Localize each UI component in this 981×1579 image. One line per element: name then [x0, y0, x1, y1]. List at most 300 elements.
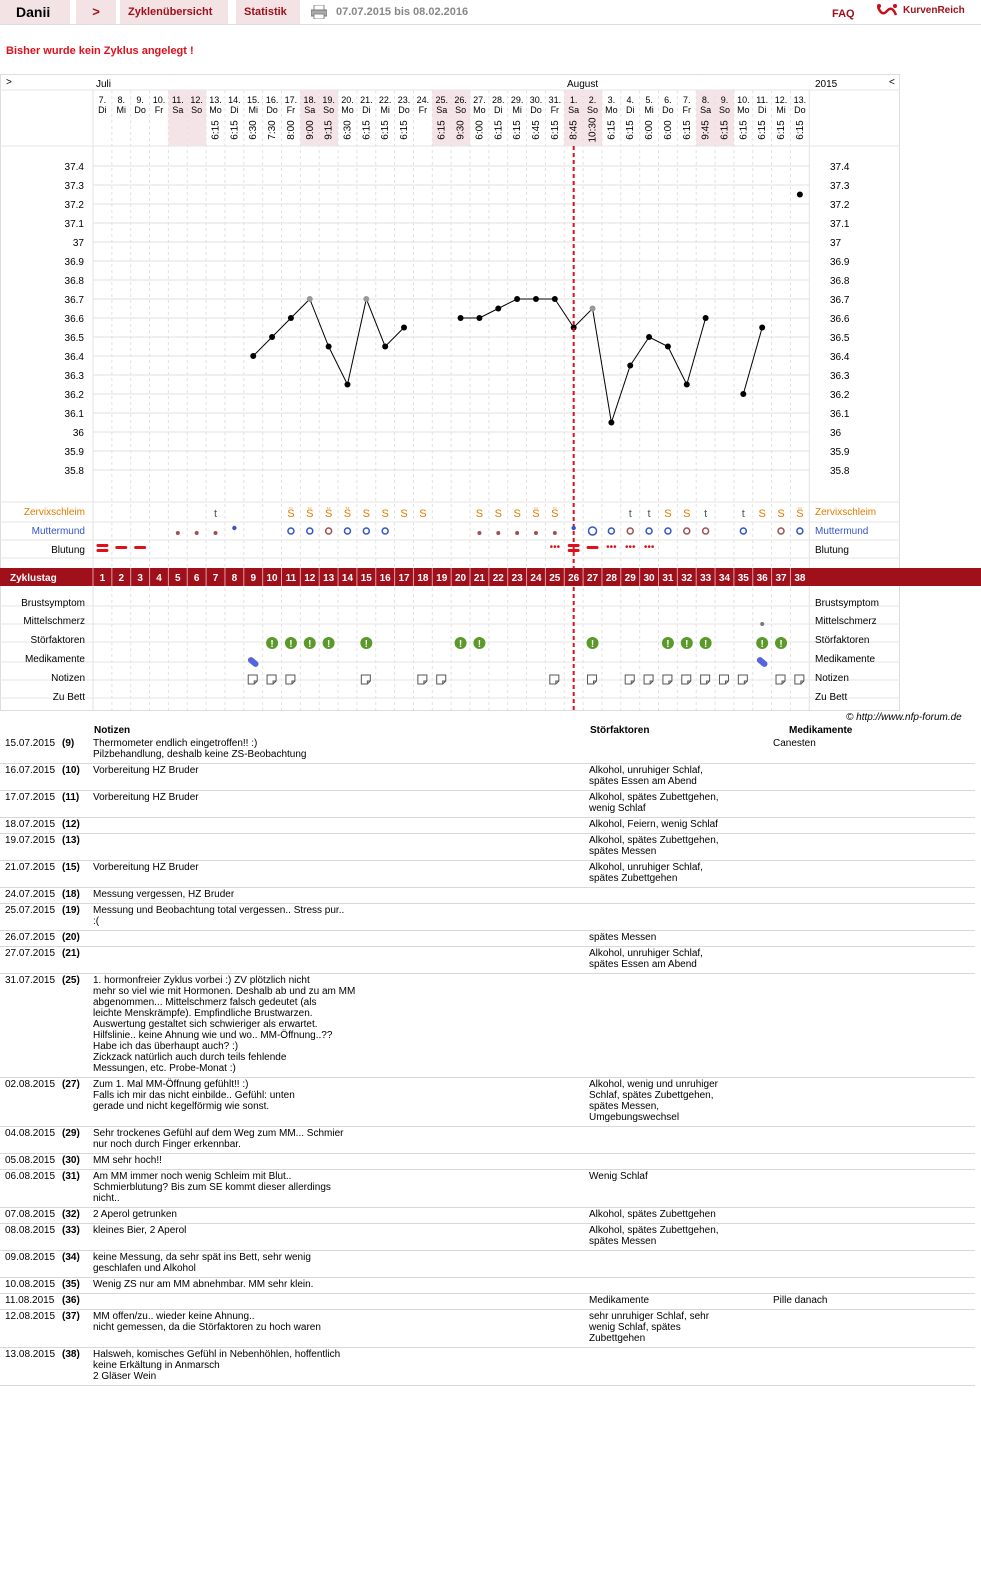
weekday: Do — [266, 105, 278, 115]
muttermund-mark — [382, 528, 388, 534]
notes-row — [0, 947, 975, 974]
muttermund-mark — [232, 526, 236, 530]
notes-row — [0, 1251, 975, 1278]
cycle-day-number: 9 — [250, 573, 257, 584]
y-tick-left: 36.3 — [64, 371, 84, 382]
cycle-day-number: 29 — [624, 573, 636, 584]
measure-time: 6:45 — [530, 120, 542, 140]
zervix-mark: S — [777, 508, 785, 520]
muttermund-mark — [589, 527, 597, 535]
note-text — [88, 1294, 584, 1310]
notes-row — [0, 1348, 975, 1386]
note-medikamente — [768, 1170, 975, 1208]
note-date: 21.07.2015 — [0, 861, 62, 888]
note-text: Am MM immer noch wenig Schleim mit Blut.. Schmierblutung? Bis zum SE kommt dieser allerdings nicht.. — [88, 1170, 584, 1208]
day-date: 7. — [98, 95, 107, 105]
cycle-day-number: 38 — [794, 573, 806, 584]
day-date: 9. — [720, 95, 729, 105]
muttermund-mark — [344, 528, 350, 534]
note-text: Messung vergessen, HZ Bruder — [88, 888, 584, 904]
note-day-number: (12) — [62, 818, 88, 834]
note-day-number: (15) — [62, 861, 88, 888]
note-date: 10.08.2015 — [0, 1278, 62, 1294]
blutung-mark — [96, 544, 108, 547]
muttermund-mark — [646, 528, 652, 534]
cycle-day-number: 23 — [511, 573, 523, 584]
notes-row — [0, 888, 975, 904]
muttermund-mark — [288, 528, 294, 534]
note-stoerfaktoren — [584, 1127, 768, 1154]
note-date: 05.08.2015 — [0, 1154, 62, 1170]
note-icon — [267, 675, 276, 684]
notes-row — [0, 931, 975, 947]
printer-icon[interactable] — [311, 5, 327, 24]
weekday: Do — [398, 105, 410, 115]
temperature-point — [401, 325, 407, 331]
muttermund-mark — [740, 528, 746, 534]
y-tick-left: 36.7 — [64, 295, 84, 306]
cycle-day-number: 6 — [193, 573, 200, 584]
day-date: 11. — [756, 95, 769, 105]
zervix-label-left: Zervixschleim — [23, 507, 85, 518]
y-tick-left: 37 — [72, 238, 84, 249]
weekday: Mo — [737, 105, 750, 115]
note-text: 2 Aperol getrunken — [88, 1208, 584, 1224]
note-text: Halsweh, komisches Gefühl in Nebenhöhlen, hoffentlich keine Erkältung in Anmarsch 2 Gläser Wein — [88, 1348, 584, 1386]
temperature-point — [646, 334, 652, 340]
day-date: 27. — [473, 95, 486, 105]
faq-link[interactable]: FAQ — [832, 8, 855, 20]
day-date: 12. — [190, 95, 203, 105]
weekday: Fr — [550, 105, 560, 115]
month-label: Juli — [96, 79, 112, 90]
cycle-day-number: 2 — [118, 573, 125, 584]
measure-time: 6:15 — [719, 120, 731, 140]
measure-time: 6:15 — [776, 120, 788, 140]
weekday: Do — [530, 105, 542, 115]
date-range: 07.07.2015 bis 08.02.2016 — [336, 6, 469, 18]
y-tick-left: 36.9 — [64, 257, 84, 268]
pill-icon — [756, 656, 769, 668]
temperature-line — [253, 299, 404, 385]
measure-time: 6:15 — [757, 120, 769, 140]
note-medikamente — [768, 818, 975, 834]
measure-time: 6:30 — [248, 120, 260, 140]
note-text: MM offen/zu.. wieder keine Ahnung.. nicht gemessen, da die Störfaktoren zu hoch waren — [88, 1310, 584, 1348]
note-text — [88, 931, 584, 947]
cycle-day-number: 25 — [549, 573, 561, 584]
note-stoerfaktoren — [584, 1278, 768, 1294]
note-icon — [644, 675, 653, 684]
y-tick-left: 37.3 — [64, 181, 84, 192]
measure-time: 6:15 — [210, 120, 222, 140]
temperature-point — [250, 353, 256, 359]
weekday: Di — [494, 105, 503, 115]
stoer-column-header: Störfaktoren — [590, 725, 650, 736]
blutung-mark — [115, 546, 127, 549]
temperature-point — [665, 344, 671, 350]
weekday: Mi — [776, 105, 786, 115]
note-medikamente: Pille danach — [768, 1294, 975, 1310]
cycle-day-number: 16 — [379, 573, 391, 584]
zervix-mark: S — [664, 508, 672, 520]
blutung-spotting: ••• — [549, 542, 561, 553]
note-stoerfaktoren: Wenig Schlaf — [584, 1170, 768, 1208]
notes-row — [0, 1170, 975, 1208]
cycle-day-number: 11 — [285, 573, 297, 584]
note-text: MM sehr hoch!! — [88, 1154, 584, 1170]
note-text — [88, 818, 584, 834]
day-date: 28. — [492, 95, 505, 105]
note-stoerfaktoren — [584, 737, 768, 764]
cycle-day-number: 24 — [530, 573, 542, 584]
chart-frame — [1, 75, 900, 711]
cycle-day-number: 7 — [212, 573, 219, 584]
stoerfaktor-glyph: ! — [477, 639, 482, 650]
day-date: 31. — [548, 95, 562, 105]
note-date: 19.07.2015 — [0, 834, 62, 861]
mittel-label-right: Mittelschmerz — [815, 616, 877, 627]
weekday: Mi — [644, 105, 654, 115]
note-day-number: (13) — [62, 834, 88, 861]
y-tick-left: 36 — [72, 428, 84, 439]
note-text: kleines Bier, 2 Aperol — [88, 1224, 584, 1251]
weekday: Mo — [209, 105, 222, 115]
cycle-day-number: 18 — [417, 573, 429, 584]
day-date: 12. — [774, 95, 788, 105]
note-stoerfaktoren: Alkohol, wenig und unruhiger Schlaf, spätes Zubettgehen, spätes Messen, Umgebungswechsel — [584, 1078, 768, 1127]
copyright[interactable]: © http://www.nfp-forum.de — [846, 712, 962, 723]
temperature-point — [458, 315, 464, 321]
temperature-point — [740, 391, 746, 397]
note-date: 26.07.2015 — [0, 931, 62, 947]
notes-row — [0, 861, 975, 888]
cycle-day-number: 33 — [700, 573, 712, 584]
note-text: Zum 1. Mal MM-Öffnung gefühlt!! :) Falls ich mir das nicht einbilde.. Gefühl: unten gerade und nicht kegelförmig wie sonst. — [88, 1078, 584, 1127]
y-tick-right: 36.6 — [830, 314, 850, 325]
y-tick-left: 37.4 — [64, 162, 84, 173]
weekday: So — [455, 105, 467, 115]
muttermund-mark — [797, 528, 803, 534]
stoerfaktor-glyph: ! — [308, 639, 312, 650]
stoerfaktor-glyph: ! — [760, 639, 764, 650]
note-medikamente — [768, 764, 975, 791]
day-date: 9. — [136, 95, 144, 105]
note-icon — [682, 675, 691, 684]
stoerfaktor-glyph: ! — [289, 639, 293, 650]
cycle-day-number: 5 — [175, 573, 181, 584]
note-day-number: (35) — [62, 1278, 88, 1294]
y-tick-right: 37.1 — [830, 219, 850, 230]
measure-time: 6:30 — [342, 120, 354, 140]
day-date: 23. — [397, 95, 411, 105]
y-tick-right: 35.9 — [830, 447, 850, 458]
note-day-number: (21) — [62, 947, 88, 974]
note-day-number: (37) — [62, 1310, 88, 1348]
tab-zyklenuebersicht[interactable]: Zyklenübersicht — [120, 0, 228, 24]
measure-time: 9:30 — [455, 120, 467, 140]
y-tick-right: 36.2 — [830, 390, 850, 401]
weekday: Di — [362, 105, 371, 115]
note-day-number: (32) — [62, 1208, 88, 1224]
stoerfaktor-glyph: ! — [458, 639, 463, 650]
weekday: Mo — [341, 105, 354, 115]
note-stoerfaktoren — [584, 1251, 768, 1278]
day-date: 2. — [588, 95, 597, 105]
note-date: 06.08.2015 — [0, 1170, 62, 1208]
weekday: Do — [662, 105, 674, 115]
measure-time: 6:15 — [794, 120, 806, 140]
notizen-label-right: Notizen — [815, 673, 849, 684]
weekday: Fr — [682, 105, 692, 115]
measure-time: 6:15 — [512, 120, 524, 140]
note-date: 08.08.2015 — [0, 1224, 62, 1251]
note-stoerfaktoren: Alkohol, spätes Zubettgehen, spätes Messen — [584, 1224, 768, 1251]
note-day-number: (19) — [62, 904, 88, 931]
brand-name[interactable]: KurvenReich — [903, 5, 965, 16]
note-medikamente — [768, 1278, 975, 1294]
mittel-label-left: Mittelschmerz — [23, 616, 85, 627]
muttermund-mark — [534, 531, 538, 535]
nav-arrow-button[interactable]: > — [76, 0, 116, 24]
temperature-point — [495, 306, 501, 312]
weekday: Sa — [436, 105, 448, 115]
note-icon — [248, 675, 257, 684]
day-date: 22. — [378, 95, 392, 105]
day-date: 25. — [435, 95, 448, 105]
note-text: 1. hormonfreier Zyklus vorbei :) ZV plötzlich nicht mehr so viel wie mit Hormonen. Deshalb ab und zu am MM abgenommen... Mittelschmerz falsch gedeutet (als leichte Menskrämpfe). Empfindliche Brustwarzen. Auswertung gestaltet sich schwieriger als erwartet. Hilfslinie.. keine Ahnung wie und wo.. MM-Öffnung..?? Habe ich das überhaupt auch? :) Zickzack natürlich auch durch teils fehlende Messungen, etc. Probe-Monat :) — [88, 974, 584, 1078]
note-stoerfaktoren — [584, 1348, 768, 1386]
username[interactable]: Danii — [16, 4, 51, 20]
note-medikamente — [768, 931, 975, 947]
weekday: Mi — [248, 105, 258, 115]
note-icon — [738, 675, 747, 684]
zervix-mark: S̈ — [324, 508, 333, 520]
note-text: Messung und Beobachtung total vergessen.. Stress pur.. :( — [88, 904, 584, 931]
y-tick-right: 37.2 — [830, 200, 850, 211]
temperature-point — [552, 296, 558, 302]
notes-row — [0, 764, 975, 791]
weekday: Mo — [473, 105, 486, 115]
day-date: 11. — [171, 95, 184, 105]
note-text — [88, 834, 584, 861]
note-date: 27.07.2015 — [0, 947, 62, 974]
temperature-point — [627, 363, 633, 369]
zervix-mark: t — [213, 508, 218, 520]
note-stoerfaktoren — [584, 904, 768, 931]
cycle-day-number: 4 — [156, 573, 162, 584]
note-stoerfaktoren: Alkohol, spätes Zubettgehen, spätes Messen — [584, 834, 768, 861]
y-tick-right: 35.8 — [830, 466, 850, 477]
stoerfaktor-glyph: ! — [666, 639, 670, 650]
notes-row — [0, 1310, 975, 1348]
zervix-mark: t — [647, 508, 651, 520]
blutung-mark — [96, 549, 108, 552]
cycle-day-number: 36 — [756, 573, 768, 584]
day-date: 16. — [265, 95, 279, 105]
day-date: 13. — [793, 95, 807, 105]
muttermund-mark — [553, 531, 557, 535]
weekday: So — [191, 105, 203, 115]
temperature-point — [344, 382, 350, 388]
note-text: Vorbereitung HZ Bruder — [88, 764, 584, 791]
note-medikamente — [768, 1127, 975, 1154]
y-tick-left: 36.6 — [64, 314, 84, 325]
temperature-point — [269, 334, 275, 340]
notizen-label-left: Notizen — [51, 673, 85, 684]
note-stoerfaktoren: spätes Messen — [584, 931, 768, 947]
weekday: Mi — [380, 105, 390, 115]
note-icon — [719, 675, 728, 684]
blutung-mark — [587, 546, 599, 549]
user-tab[interactable] — [0, 0, 70, 24]
weekday: Fr — [418, 105, 428, 115]
muttermund-mark — [684, 528, 690, 534]
note-date: 07.08.2015 — [0, 1208, 62, 1224]
weekday: Sa — [700, 105, 712, 115]
y-tick-left: 36.5 — [64, 333, 84, 344]
muttermund-mark — [665, 528, 671, 534]
y-tick-right: 36.8 — [830, 276, 850, 287]
muttermund-mark — [571, 526, 575, 530]
zervix-mark: S — [400, 508, 408, 520]
note-stoerfaktoren: Alkohol, spätes Zubettgehen, wenig Schlaf — [584, 791, 768, 818]
day-date: 5. — [645, 95, 653, 105]
notes-row — [0, 1224, 975, 1251]
note-day-number: (10) — [62, 764, 88, 791]
day-date: 6. — [664, 95, 672, 105]
measure-time: 9:15 — [323, 120, 335, 140]
note-icon — [625, 675, 634, 684]
blutung-spotting: ••• — [624, 542, 636, 553]
day-date: 10. — [737, 95, 750, 105]
cycle-day-number: 34 — [718, 573, 731, 584]
day-date: 1. — [569, 95, 578, 105]
note-medikamente — [768, 861, 975, 888]
zervix-mark: S — [419, 508, 427, 520]
stoerfaktor-glyph: ! — [685, 639, 689, 650]
y-tick-left: 36.1 — [64, 409, 84, 420]
note-text: Vorbereitung HZ Bruder — [88, 791, 584, 818]
muttermund-mark — [307, 528, 313, 534]
zervix-mark: S̈ — [551, 508, 559, 520]
zyklustag-label: Zyklustag — [10, 573, 57, 584]
chart-nav-left: > — [6, 77, 12, 88]
day-date: 29. — [510, 95, 524, 105]
temperature-point — [307, 296, 313, 302]
weekday: So — [718, 105, 730, 115]
day-date: 26. — [454, 95, 467, 105]
note-icon — [588, 675, 597, 684]
notes-row — [0, 1078, 975, 1127]
blutung-mark — [568, 544, 580, 547]
muttermund-label-right: Muttermund — [815, 526, 869, 537]
note-medikamente — [768, 1154, 975, 1170]
temperature-point — [363, 296, 369, 302]
note-date: 04.08.2015 — [0, 1127, 62, 1154]
note-text — [88, 947, 584, 974]
measure-time: 6:15 — [606, 120, 618, 140]
zervix-mark: S̈ — [306, 508, 314, 520]
blutung-label-left: Blutung — [51, 545, 85, 556]
notes-table — [0, 737, 975, 1386]
measure-time: 9:00 — [304, 120, 316, 140]
notes-row — [0, 791, 975, 818]
muttermund-mark — [778, 528, 784, 534]
day-date: 14. — [228, 95, 241, 105]
note-icon — [286, 675, 295, 684]
note-icon — [361, 675, 370, 684]
y-tick-left: 35.9 — [64, 447, 84, 458]
tab-statistik[interactable]: Statistik — [236, 0, 300, 24]
note-icon — [550, 675, 559, 684]
stoerfaktor-glyph: ! — [590, 639, 595, 650]
note-date: 11.08.2015 — [0, 1294, 62, 1310]
bett-label-right: Zu Bett — [815, 692, 848, 703]
cycle-day-number: 13 — [323, 573, 335, 584]
weekday: So — [323, 105, 335, 115]
zervix-mark: S — [494, 508, 502, 520]
notes-row — [0, 1294, 975, 1310]
zyklustag-bar — [0, 568, 981, 586]
muttermund-mark — [608, 528, 614, 534]
note-day-number: (20) — [62, 931, 88, 947]
cycle-day-number: 12 — [304, 573, 316, 584]
kurvenreich-logo-icon[interactable] — [876, 3, 898, 24]
zervix-mark: S — [758, 508, 766, 520]
note-stoerfaktoren — [584, 888, 768, 904]
measure-time: 6:15 — [436, 120, 448, 140]
year-label: 2015 — [815, 79, 838, 90]
cycle-day-number: 26 — [568, 573, 580, 584]
measure-time: 8:00 — [285, 120, 297, 140]
day-date: 30. — [529, 95, 543, 105]
y-tick-left: 36.8 — [64, 276, 84, 287]
medi-label-left: Medikamente — [24, 654, 85, 665]
muttermund-mark — [703, 528, 709, 534]
note-medikamente: Canesten — [768, 737, 975, 764]
y-tick-right: 36.5 — [830, 333, 850, 344]
note-icon — [437, 675, 446, 684]
weekday: Sa — [304, 105, 316, 115]
weekday: Sa — [568, 105, 580, 115]
note-day-number: (27) — [62, 1078, 88, 1127]
note-icon — [776, 675, 785, 684]
temperature-point — [514, 296, 520, 302]
cycle-day-number: 10 — [266, 573, 278, 584]
weekday: Di — [230, 105, 239, 115]
mittelschmerz-dot — [760, 622, 764, 626]
note-stoerfaktoren: Alkohol, unruhiger Schlaf, spätes Essen am Abend — [584, 764, 768, 791]
day-date: 17. — [284, 95, 298, 105]
measure-time: 6:15 — [380, 120, 392, 140]
note-medikamente — [768, 834, 975, 861]
bett-label-left: Zu Bett — [52, 692, 85, 703]
zervix-mark: S̈ — [343, 508, 352, 520]
measure-time: 6:15 — [549, 120, 561, 140]
medi-column-header: Medikamente — [789, 725, 853, 736]
day-date: 21. — [360, 95, 373, 105]
note-medikamente — [768, 1078, 975, 1127]
muttermund-mark — [477, 531, 481, 535]
y-tick-left: 35.8 — [64, 466, 84, 477]
notes-row — [0, 1127, 975, 1154]
note-medikamente — [768, 1224, 975, 1251]
note-text: keine Messung, da sehr spät ins Bett, sehr wenig geschlafen und Alkohol — [88, 1251, 584, 1278]
day-date: 3. — [607, 95, 616, 105]
temperature-point — [382, 344, 388, 350]
zervix-mark: S — [381, 508, 389, 520]
